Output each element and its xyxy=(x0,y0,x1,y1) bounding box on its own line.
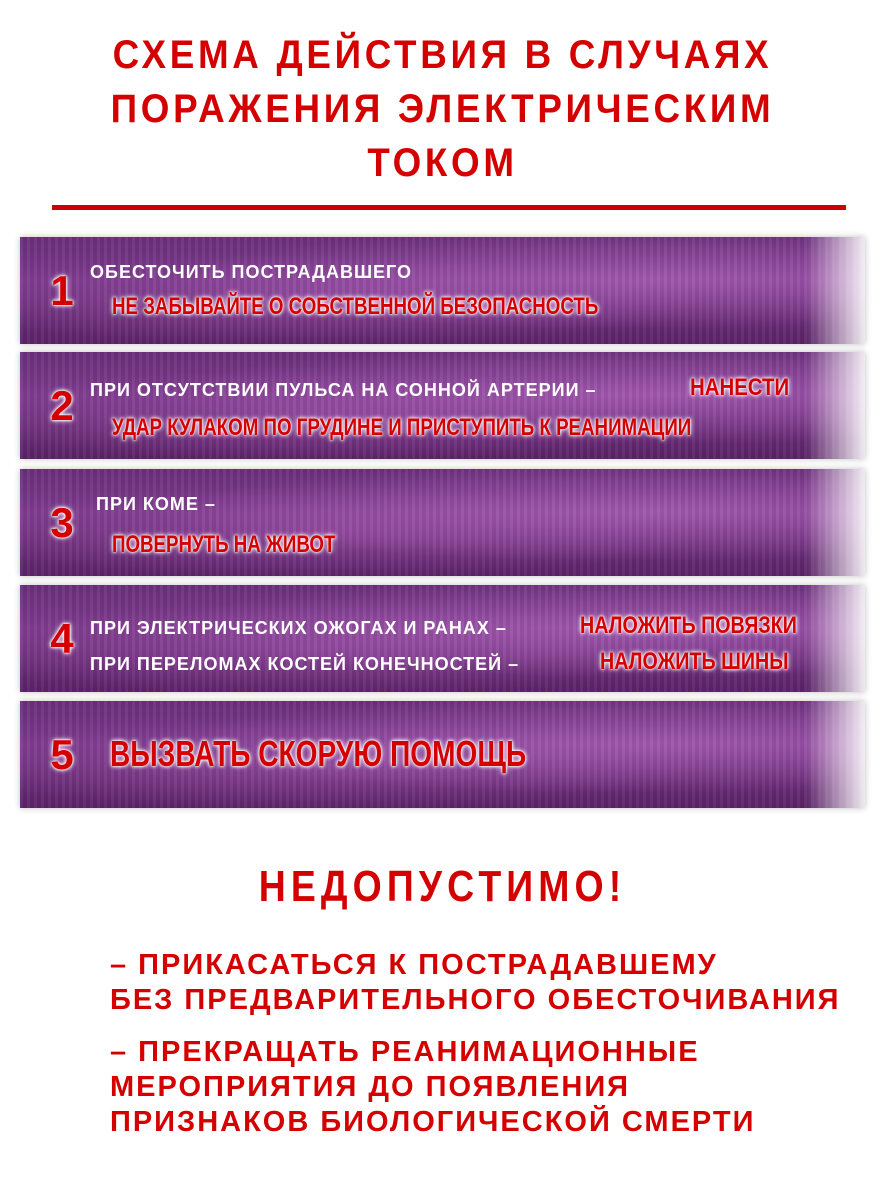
forbidden-item-1-line-2: БЕЗ ПРЕДВАРИТЕЛЬНОГО ОБЕСТОЧИВАНИЯ xyxy=(110,984,841,1016)
step-emphasis: НЕ ЗАБЫВАЙТЕ О СОБСТВЕННОЙ БЕЗОПАСНОСТЬ xyxy=(112,293,599,320)
forbidden-item-2-line-1: – ПРЕКРАЩАТЬ РЕАНИМАЦИОННЫЕ xyxy=(110,1036,700,1068)
step-band-1 xyxy=(20,237,865,344)
step-band-2 xyxy=(20,352,865,459)
step-text: ПРИ ОТСУТСТВИИ ПУЛЬСА НА СОННОЙ АРТЕРИИ – xyxy=(90,380,597,400)
step-emphasis: ВЫЗВАТЬ СКОРУЮ ПОМОЩЬ xyxy=(110,733,527,774)
step-number: 4 xyxy=(50,615,74,662)
step-number: 1 xyxy=(50,267,74,314)
step-number: 5 xyxy=(50,731,74,778)
step-emphasis: ПОВЕРНУТЬ НА ЖИВОТ xyxy=(112,531,336,558)
forbidden-item-1-line-1: – ПРИКАСАТЬСЯ К ПОСТРАДАВШЕМУ xyxy=(110,949,718,981)
forbidden-item-2-line-2: МЕРОПРИЯТИЯ ДО ПОЯВЛЕНИЯ xyxy=(110,1071,631,1103)
title-line-3: ТОКОМ xyxy=(367,141,518,185)
step-text-b: ПРИ ПЕРЕЛОМАХ КОСТЕЙ КОНЕЧНОСТЕЙ – xyxy=(90,654,520,674)
step-emphasis-a: НАНЕСТИ xyxy=(690,374,790,401)
title-divider xyxy=(52,205,846,210)
step-band-3 xyxy=(20,469,865,576)
poster-title xyxy=(35,28,849,190)
forbidden-title: НЕДОПУСТИМО! xyxy=(258,862,627,911)
step-band-4 xyxy=(20,585,865,692)
step-emphasis-a: НАЛОЖИТЬ ПОВЯЗКИ xyxy=(580,612,797,639)
step-text-a: ПРИ ЭЛЕКТРИЧЕСКИХ ОЖОГАХ И РАНАХ – xyxy=(90,618,507,638)
step-number: 3 xyxy=(50,499,74,546)
step-emphasis-b: НАЛОЖИТЬ ШИНЫ xyxy=(600,648,789,675)
step-band-5 xyxy=(20,701,865,808)
step-text: ПРИ КОМЕ – xyxy=(96,494,216,514)
step-number: 2 xyxy=(50,382,74,429)
step-text: ОБЕСТОЧИТЬ ПОСТРАДАВШЕГО xyxy=(90,262,413,282)
title-line-2: ПОРАЖЕНИЯ ЭЛЕКТРИЧЕСКИМ xyxy=(110,87,775,131)
forbidden-item-2-line-3: ПРИЗНАКОВ БИОЛОГИЧЕСКОЙ СМЕРТИ xyxy=(110,1106,756,1138)
step-emphasis-b: УДАР КУЛАКОМ ПО ГРУДИНЕ И ПРИСТУПИТЬ К РЕАНИМАЦИИ xyxy=(112,414,692,441)
title-line-1: СХЕМА ДЕЙСТВИЯ В СЛУЧАЯХ xyxy=(112,33,773,77)
